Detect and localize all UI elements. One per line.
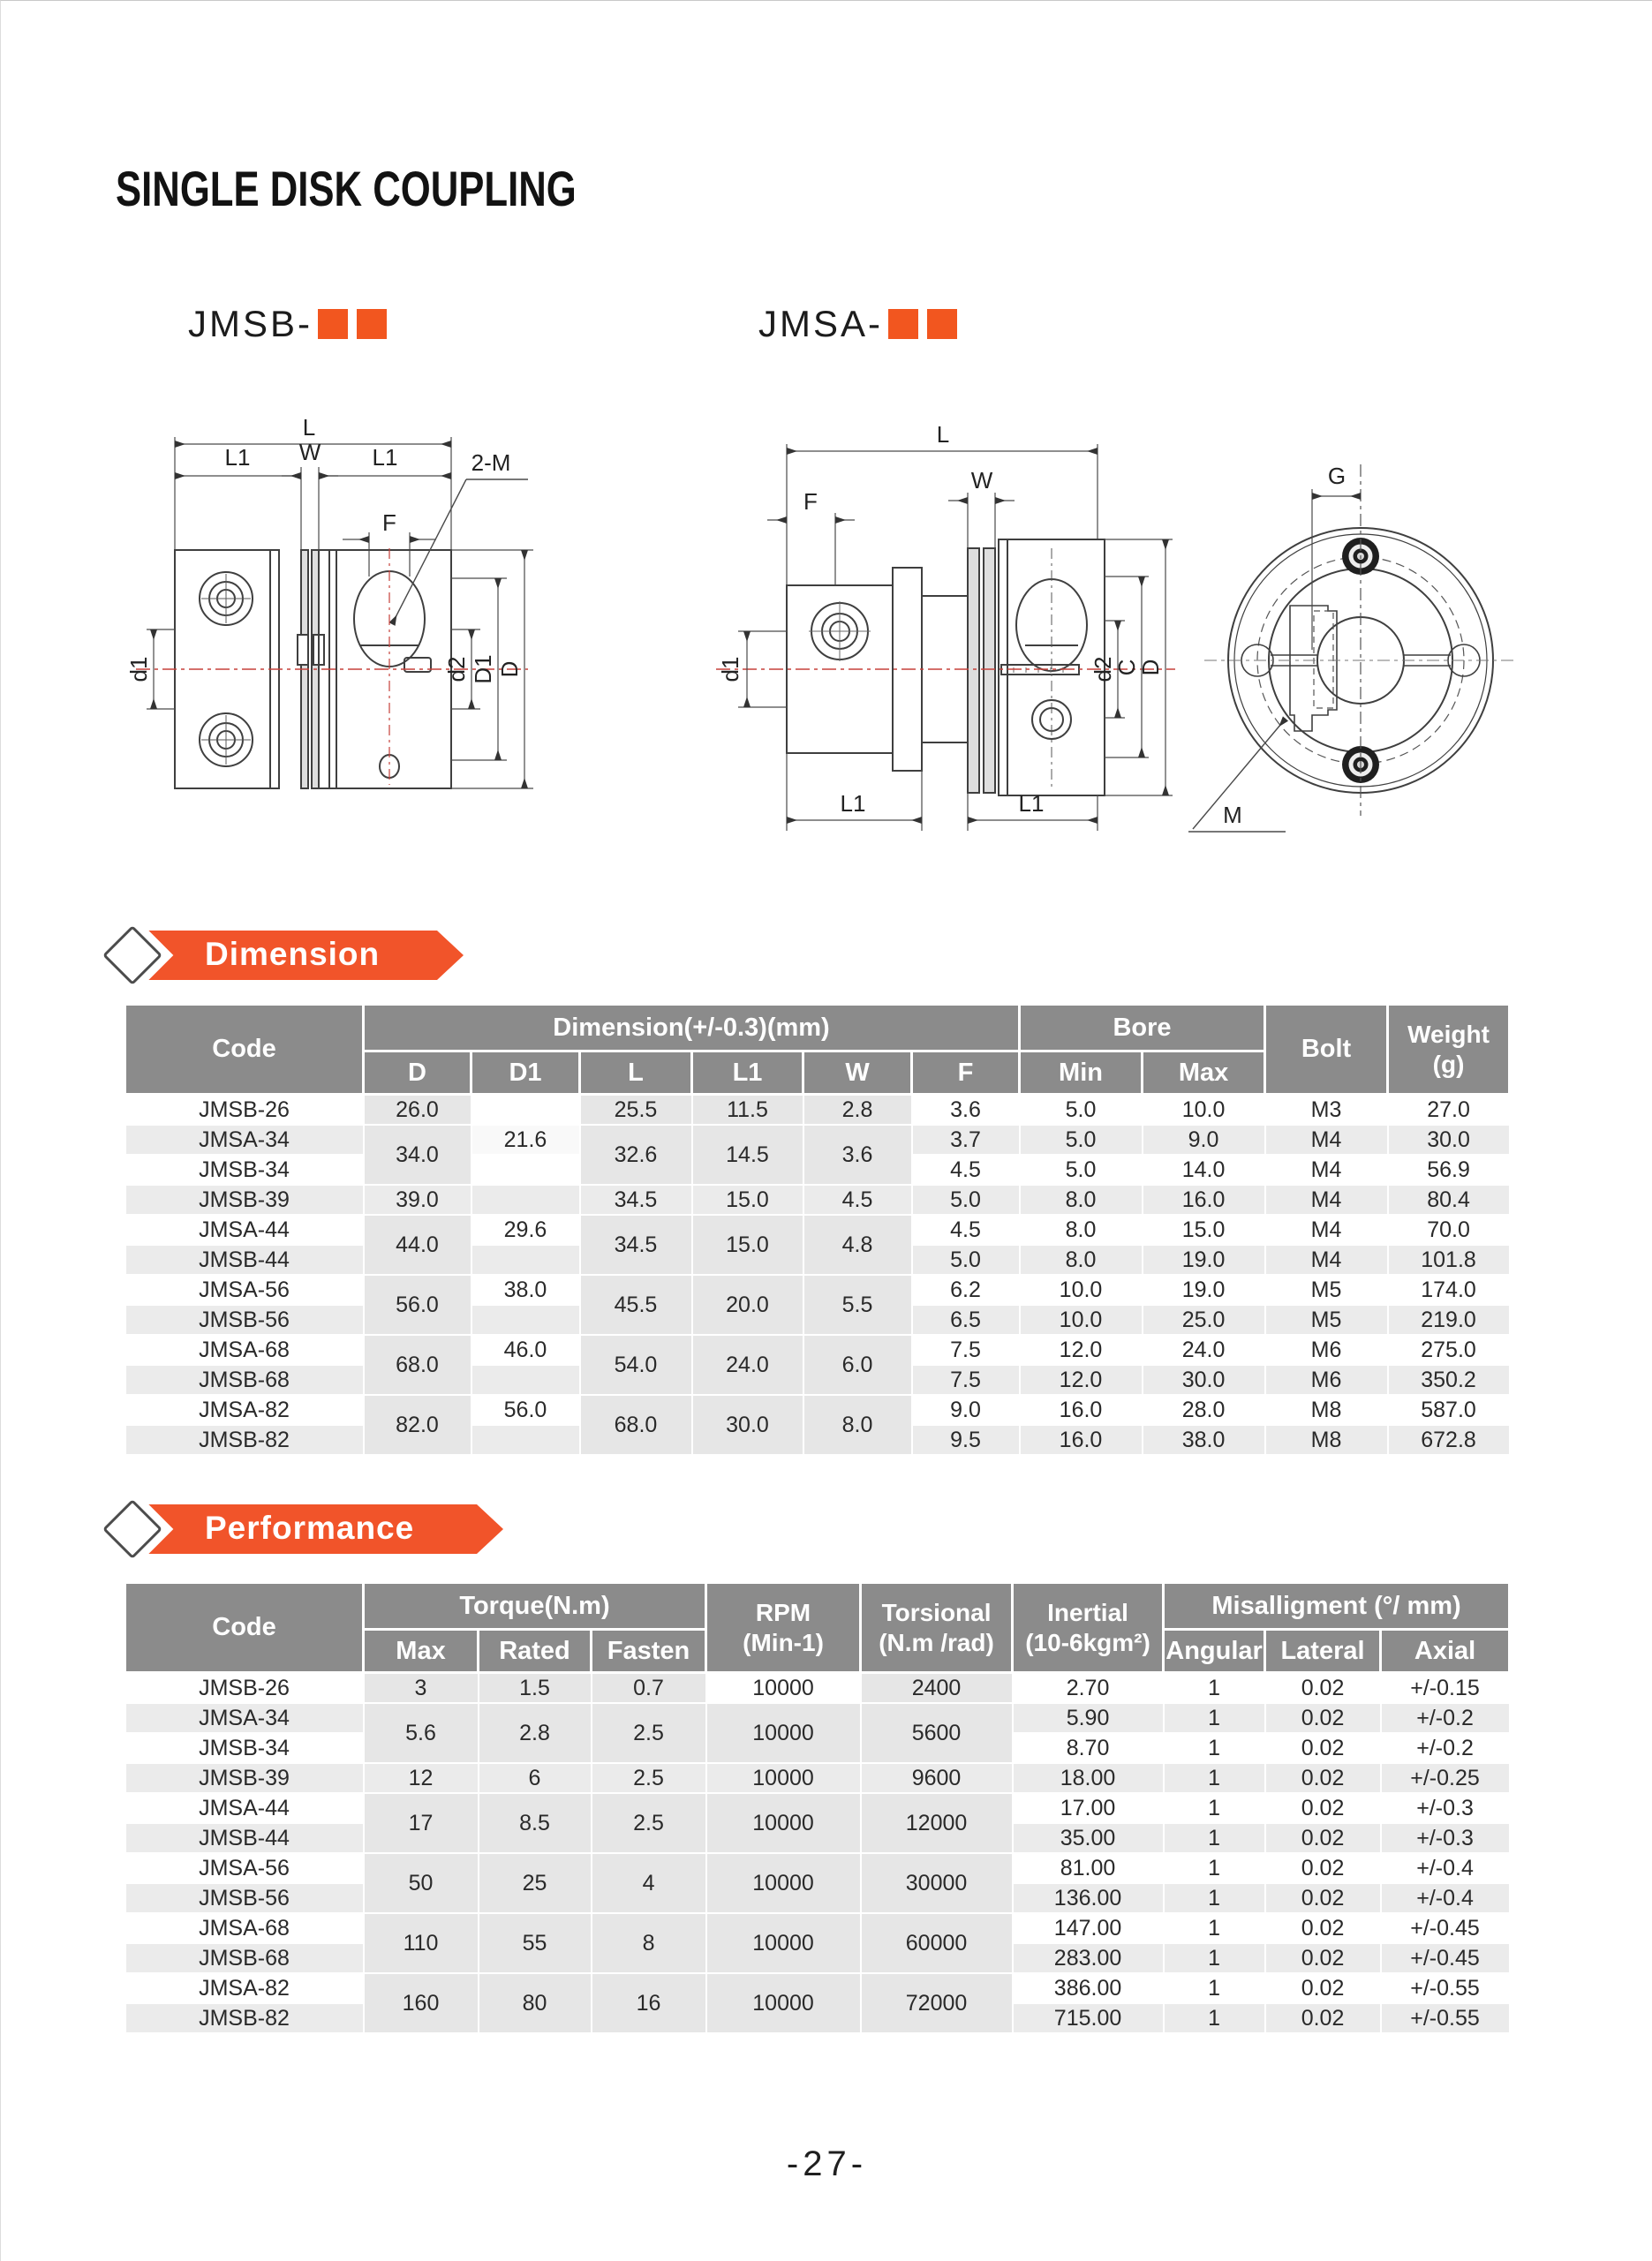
data-cell: 10000 [706, 1853, 861, 1913]
col-header-max-torque: Max [364, 1630, 479, 1673]
row-code-cell: JMSA-82 [125, 1395, 364, 1425]
data-cell: 54.0 [580, 1335, 692, 1395]
data-cell: 17 [364, 1793, 479, 1853]
col-header-D: D [364, 1051, 471, 1095]
data-cell: +/-0.45 [1381, 1913, 1510, 1943]
row-code-cell: JMSB-68 [125, 1943, 364, 1973]
data-cell: 16.0 [1020, 1395, 1143, 1425]
data-cell: 2400 [861, 1673, 1013, 1704]
model-label-jmsb [188, 303, 387, 345]
data-cell: 25.0 [1143, 1305, 1265, 1335]
data-cell: 19.0 [1143, 1275, 1265, 1305]
col-header-max: Max [1143, 1051, 1265, 1095]
table-row [125, 1793, 1510, 1823]
page-title: SINGLE DISK COUPLING [116, 161, 577, 216]
data-cell: 672.8 [1388, 1425, 1510, 1455]
data-cell: 2.5 [592, 1793, 706, 1853]
data-cell: 25 [479, 1853, 592, 1913]
data-cell: 35.00 [1013, 1823, 1164, 1853]
data-cell: 27.0 [1388, 1095, 1510, 1126]
col-header-rated: Rated [479, 1630, 592, 1673]
dim-label-D: D [496, 660, 523, 678]
dim-label-d2: d2 [443, 656, 470, 682]
col-header-min: Min [1020, 1051, 1143, 1095]
data-cell: M4 [1265, 1215, 1388, 1245]
col-header-L: L [580, 1051, 692, 1095]
data-cell: 15.0 [692, 1215, 803, 1275]
dim-label-F: F [382, 509, 396, 536]
data-cell: 1 [1164, 1883, 1265, 1913]
size-placeholder-square-icon [888, 309, 918, 339]
row-code-cell: JMSB-82 [125, 2003, 364, 2033]
data-cell: 147.00 [1013, 1913, 1164, 1943]
dim-label-L1: L1 [372, 444, 398, 471]
col-header-D1: D1 [471, 1051, 580, 1095]
data-cell: 3.6 [803, 1125, 912, 1185]
data-cell: M8 [1265, 1395, 1388, 1425]
col-header-code: Code [125, 1005, 364, 1095]
data-cell: 174.0 [1388, 1275, 1510, 1305]
table-row [125, 1215, 1510, 1245]
data-cell: 7.5 [912, 1365, 1020, 1395]
data-cell: 275.0 [1388, 1335, 1510, 1365]
data-cell: M5 [1265, 1275, 1388, 1305]
data-cell: 12.0 [1020, 1365, 1143, 1395]
row-code-cell: JMSB-34 [125, 1155, 364, 1185]
data-cell: 0.02 [1265, 1883, 1381, 1913]
data-cell: +/-0.3 [1381, 1823, 1510, 1853]
data-cell: 29.6 [471, 1215, 580, 1245]
data-cell: +/-0.2 [1381, 1733, 1510, 1763]
data-cell: 20.0 [692, 1275, 803, 1335]
data-cell: 10000 [706, 1763, 861, 1793]
data-cell: 26.0 [364, 1095, 471, 1126]
data-cell: 60000 [861, 1913, 1013, 1973]
data-cell: M4 [1265, 1245, 1388, 1275]
data-cell: 8.0 [803, 1395, 912, 1455]
data-cell: 56.0 [471, 1395, 580, 1425]
data-cell: 2.8 [479, 1703, 592, 1763]
col-header-code: Code [125, 1583, 364, 1673]
data-cell: 18.00 [1013, 1763, 1164, 1793]
dim-label-L: L [302, 414, 316, 441]
data-cell: 1.5 [479, 1673, 592, 1704]
data-cell: 46.0 [471, 1335, 580, 1365]
data-cell: 0.02 [1265, 1823, 1381, 1853]
dim-label-L1: L1 [224, 444, 251, 471]
data-cell: 0.02 [1265, 1763, 1381, 1793]
row-code-cell: JMSB-68 [125, 1365, 364, 1395]
data-cell: 10000 [706, 1673, 861, 1704]
data-cell: 32.6 [580, 1125, 692, 1185]
row-code-cell: JMSB-26 [125, 1673, 364, 1704]
data-cell: 30.0 [1388, 1125, 1510, 1155]
data-cell: 160 [364, 1973, 479, 2033]
data-cell: 50 [364, 1853, 479, 1913]
data-cell: 70.0 [1388, 1215, 1510, 1245]
data-cell [471, 1305, 580, 1335]
row-code-cell: JMSB-82 [125, 1425, 364, 1455]
data-cell: 10000 [706, 1913, 861, 1973]
performance-banner-label: Performance [205, 1510, 415, 1546]
data-cell: 3 [364, 1673, 479, 1704]
col-header-bolt: Bolt [1265, 1005, 1388, 1095]
jmsa-face-drawing [1180, 438, 1533, 844]
data-cell: 14.5 [692, 1125, 803, 1185]
data-cell: 8.0 [1020, 1245, 1143, 1275]
size-placeholder-square-icon [357, 309, 387, 339]
data-cell: 21.6 [471, 1125, 580, 1155]
col-header-torsional: Torsional (N.m /rad) [861, 1583, 1013, 1673]
col-group-bore: Bore [1020, 1005, 1265, 1051]
data-cell: 2.5 [592, 1763, 706, 1793]
dim-label-2M: 2-M [471, 449, 511, 476]
data-cell: 4.5 [912, 1215, 1020, 1245]
dim-label-G: G [1327, 463, 1346, 489]
dimension-banner [124, 928, 464, 983]
data-cell: 56.9 [1388, 1155, 1510, 1185]
data-cell: 4.5 [912, 1155, 1020, 1185]
data-cell: 8.0 [1020, 1185, 1143, 1215]
data-cell: 8 [592, 1913, 706, 1973]
data-cell: M4 [1265, 1155, 1388, 1185]
data-cell: 0.02 [1265, 1793, 1381, 1823]
data-cell [471, 1365, 580, 1395]
col-header-weight: Weight (g) [1388, 1005, 1510, 1095]
table-row [125, 1763, 1510, 1793]
data-cell: 1 [1164, 1763, 1265, 1793]
dim-label-M: M [1223, 802, 1242, 828]
data-cell: 38.0 [1143, 1425, 1265, 1455]
data-cell: 34.5 [580, 1215, 692, 1275]
data-cell: 16 [592, 1973, 706, 2033]
data-cell: 25.5 [580, 1095, 692, 1126]
table-row [125, 1335, 1510, 1365]
data-cell: 19.0 [1143, 1245, 1265, 1275]
data-cell: 68.0 [364, 1335, 471, 1395]
data-cell: 0.02 [1265, 1943, 1381, 1973]
data-cell: 0.7 [592, 1673, 706, 1704]
col-group-dimension: Dimension(+/-0.3)(mm) [364, 1005, 1020, 1051]
col-header-rpm: RPM (Min-1) [706, 1583, 861, 1673]
data-cell: 81.00 [1013, 1853, 1164, 1883]
data-cell: 10.0 [1143, 1095, 1265, 1126]
data-cell: 2.8 [803, 1095, 912, 1126]
data-cell [471, 1245, 580, 1275]
data-cell: +/-0.4 [1381, 1883, 1510, 1913]
data-cell: 10000 [706, 1793, 861, 1853]
dim-label-W: W [298, 439, 321, 465]
data-cell: 14.0 [1143, 1155, 1265, 1185]
data-cell: 0.02 [1265, 1673, 1381, 1704]
model-label-jmsa [758, 303, 957, 345]
row-code-cell: JMSA-44 [125, 1215, 364, 1245]
data-cell: 68.0 [580, 1395, 692, 1455]
table-row [125, 1853, 1510, 1883]
col-header-fasten: Fasten [592, 1630, 706, 1673]
data-cell: 5.5 [803, 1275, 912, 1335]
data-cell: 0.02 [1265, 1703, 1381, 1733]
data-cell: 9.5 [912, 1425, 1020, 1455]
data-cell [471, 1155, 580, 1185]
data-cell: 386.00 [1013, 1973, 1164, 2003]
dim-label-C: C [1113, 659, 1140, 676]
size-placeholder-square-icon [318, 309, 348, 339]
col-header-axial: Axial [1381, 1630, 1510, 1673]
table-row [125, 1703, 1510, 1733]
data-cell: 0.02 [1265, 1853, 1381, 1883]
dimension-banner-label: Dimension [205, 936, 381, 972]
data-cell: 2.5 [592, 1703, 706, 1763]
data-cell: 10.0 [1020, 1275, 1143, 1305]
data-cell: M5 [1265, 1305, 1388, 1335]
data-cell: +/-0.25 [1381, 1763, 1510, 1793]
data-cell: 17.00 [1013, 1793, 1164, 1823]
col-header-F: F [912, 1051, 1020, 1095]
table-row [125, 1125, 1510, 1155]
data-cell: 1 [1164, 1733, 1265, 1763]
data-cell: 5.0 [1020, 1125, 1143, 1155]
row-code-cell: JMSA-44 [125, 1793, 364, 1823]
data-cell: 5.0 [912, 1245, 1020, 1275]
data-cell: 4.5 [803, 1185, 912, 1215]
data-cell: 1 [1164, 1703, 1265, 1733]
data-cell: 5.0 [1020, 1095, 1143, 1126]
data-cell [471, 1185, 580, 1215]
dim-label-D1: D1 [470, 654, 496, 684]
row-code-cell: JMSA-34 [125, 1125, 364, 1155]
data-cell: 136.00 [1013, 1883, 1164, 1913]
data-cell: 6.5 [912, 1305, 1020, 1335]
data-cell: 10.0 [1020, 1305, 1143, 1335]
col-header-inertial: Inertial (10-6kgm²) [1013, 1583, 1164, 1673]
data-cell: 28.0 [1143, 1395, 1265, 1425]
data-cell: 45.5 [580, 1275, 692, 1335]
data-cell: 8.0 [1020, 1215, 1143, 1245]
dim-label-d2: d2 [1090, 656, 1116, 682]
data-cell: 30.0 [692, 1395, 803, 1455]
col-header-L1: L1 [692, 1051, 803, 1095]
data-cell: 80.4 [1388, 1185, 1510, 1215]
data-cell: 72000 [861, 1973, 1013, 2033]
row-code-cell: JMSA-56 [125, 1275, 364, 1305]
data-cell: 1 [1164, 1853, 1265, 1883]
col-header-angular: Angular [1164, 1630, 1265, 1673]
data-cell: 9.0 [1143, 1125, 1265, 1155]
data-cell: M6 [1265, 1335, 1388, 1365]
data-cell: 587.0 [1388, 1395, 1510, 1425]
data-cell: 6.0 [803, 1335, 912, 1395]
data-cell: 12.0 [1020, 1335, 1143, 1365]
data-cell: 4.8 [803, 1215, 912, 1275]
data-cell: 12000 [861, 1793, 1013, 1853]
data-cell: 5600 [861, 1703, 1013, 1763]
row-code-cell: JMSB-44 [125, 1245, 364, 1275]
dim-label-F: F [803, 488, 818, 515]
data-cell: 38.0 [471, 1275, 580, 1305]
table-row [125, 1275, 1510, 1305]
dim-label-D: D [1137, 659, 1164, 676]
data-cell: 1 [1164, 1793, 1265, 1823]
dim-label-d1: d1 [717, 656, 743, 682]
data-cell: +/-0.4 [1381, 1853, 1510, 1883]
data-cell: 15.0 [692, 1185, 803, 1215]
col-group-misalignment: Misalligment (°/ mm) [1164, 1583, 1510, 1630]
data-cell: 110 [364, 1913, 479, 1973]
data-cell: 0.02 [1265, 1913, 1381, 1943]
row-code-cell: JMSA-56 [125, 1853, 364, 1883]
data-cell: 56.0 [364, 1275, 471, 1335]
data-cell: 9.0 [912, 1395, 1020, 1425]
data-cell: 16.0 [1020, 1425, 1143, 1455]
data-cell: 1 [1164, 2003, 1265, 2033]
col-group-torque: Torque(N.m) [364, 1583, 706, 1630]
data-cell: 24.0 [1143, 1335, 1265, 1365]
data-cell: 9600 [861, 1763, 1013, 1793]
data-cell: 7.5 [912, 1335, 1020, 1365]
page-number: -27- [786, 2144, 868, 2183]
row-code-cell: JMSB-56 [125, 1305, 364, 1335]
data-cell: 0.02 [1265, 1733, 1381, 1763]
data-cell: 15.0 [1143, 1215, 1265, 1245]
data-cell: +/-0.45 [1381, 1943, 1510, 1973]
dim-label-W: W [970, 467, 993, 494]
data-cell: 0.02 [1265, 2003, 1381, 2033]
table-row [125, 1913, 1510, 1943]
data-cell: 16.0 [1143, 1185, 1265, 1215]
data-cell: 12 [364, 1763, 479, 1793]
data-cell: 5.0 [912, 1185, 1020, 1215]
row-code-cell: JMSA-68 [125, 1913, 364, 1943]
jmsb-side-drawing [120, 409, 544, 833]
table-row [125, 1973, 1510, 2003]
data-cell: +/-0.55 [1381, 2003, 1510, 2033]
dim-label-d1: d1 [125, 656, 152, 682]
row-code-cell: JMSB-56 [125, 1883, 364, 1913]
data-cell: +/-0.15 [1381, 1673, 1510, 1704]
data-cell: 219.0 [1388, 1305, 1510, 1335]
data-cell: 1 [1164, 1673, 1265, 1704]
data-cell: 30.0 [1143, 1365, 1265, 1395]
data-cell: M4 [1265, 1125, 1388, 1155]
performance-banner [124, 1502, 503, 1556]
table-row [125, 1095, 1510, 1126]
data-cell: 1 [1164, 1943, 1265, 1973]
data-cell: 34.5 [580, 1185, 692, 1215]
data-cell: 5.0 [1020, 1155, 1143, 1185]
data-cell: 24.0 [692, 1335, 803, 1395]
dimension-table [124, 1003, 1511, 1456]
model-label-jmsa-text: JMSA- [758, 303, 883, 344]
row-code-cell: JMSB-39 [125, 1185, 364, 1215]
performance-table [124, 1581, 1511, 2034]
data-cell: M8 [1265, 1425, 1388, 1455]
data-cell: 5.6 [364, 1703, 479, 1763]
data-cell: 39.0 [364, 1185, 471, 1215]
data-cell: 1 [1164, 1913, 1265, 1943]
data-cell: 715.00 [1013, 2003, 1164, 2033]
size-placeholder-square-icon [927, 309, 957, 339]
data-cell: 101.8 [1388, 1245, 1510, 1275]
dim-label-L1: L1 [840, 790, 866, 817]
jmsa-side-drawing [703, 409, 1180, 850]
data-cell: 6 [479, 1763, 592, 1793]
data-cell: 2.70 [1013, 1673, 1164, 1704]
row-code-cell: JMSB-39 [125, 1763, 364, 1793]
data-cell: 5.90 [1013, 1703, 1164, 1733]
data-cell: 1 [1164, 1973, 1265, 2003]
col-header-lateral: Lateral [1265, 1630, 1381, 1673]
row-code-cell: JMSB-44 [125, 1823, 364, 1853]
row-code-cell: JMSA-68 [125, 1335, 364, 1365]
data-cell: M3 [1265, 1095, 1388, 1126]
data-cell: 1 [1164, 1823, 1265, 1853]
data-cell: 350.2 [1388, 1365, 1510, 1395]
model-label-jmsb-text: JMSB- [188, 303, 313, 344]
table-row [125, 1395, 1510, 1425]
data-cell: M6 [1265, 1365, 1388, 1395]
col-header-W: W [803, 1051, 912, 1095]
data-cell: 0.02 [1265, 1973, 1381, 2003]
data-cell: 8.70 [1013, 1733, 1164, 1763]
data-cell: 10000 [706, 1973, 861, 2033]
data-cell: 30000 [861, 1853, 1013, 1913]
data-cell: 11.5 [692, 1095, 803, 1126]
data-cell: 34.0 [364, 1125, 471, 1185]
data-cell: 82.0 [364, 1395, 471, 1455]
data-cell: 3.7 [912, 1125, 1020, 1155]
data-cell: 80 [479, 1973, 592, 2033]
data-cell: 6.2 [912, 1275, 1020, 1305]
data-cell: +/-0.2 [1381, 1703, 1510, 1733]
data-cell: 283.00 [1013, 1943, 1164, 1973]
data-cell: 8.5 [479, 1793, 592, 1853]
data-cell: 55 [479, 1913, 592, 1973]
row-code-cell: JMSB-26 [125, 1095, 364, 1126]
data-cell: 44.0 [364, 1215, 471, 1275]
dim-label-L: L [936, 421, 950, 448]
dim-label-L1: L1 [1018, 790, 1045, 817]
data-cell: +/-0.55 [1381, 1973, 1510, 2003]
data-cell: +/-0.3 [1381, 1793, 1510, 1823]
data-cell: M4 [1265, 1185, 1388, 1215]
data-cell: 4 [592, 1853, 706, 1913]
data-cell [471, 1425, 580, 1455]
table-row [125, 1185, 1510, 1215]
data-cell: 10000 [706, 1703, 861, 1763]
row-code-cell: JMSA-82 [125, 1973, 364, 2003]
data-cell: 3.6 [912, 1095, 1020, 1126]
row-code-cell: JMSB-34 [125, 1733, 364, 1763]
data-cell [471, 1095, 580, 1126]
row-code-cell: JMSA-34 [125, 1703, 364, 1733]
table-row [125, 1673, 1510, 1704]
